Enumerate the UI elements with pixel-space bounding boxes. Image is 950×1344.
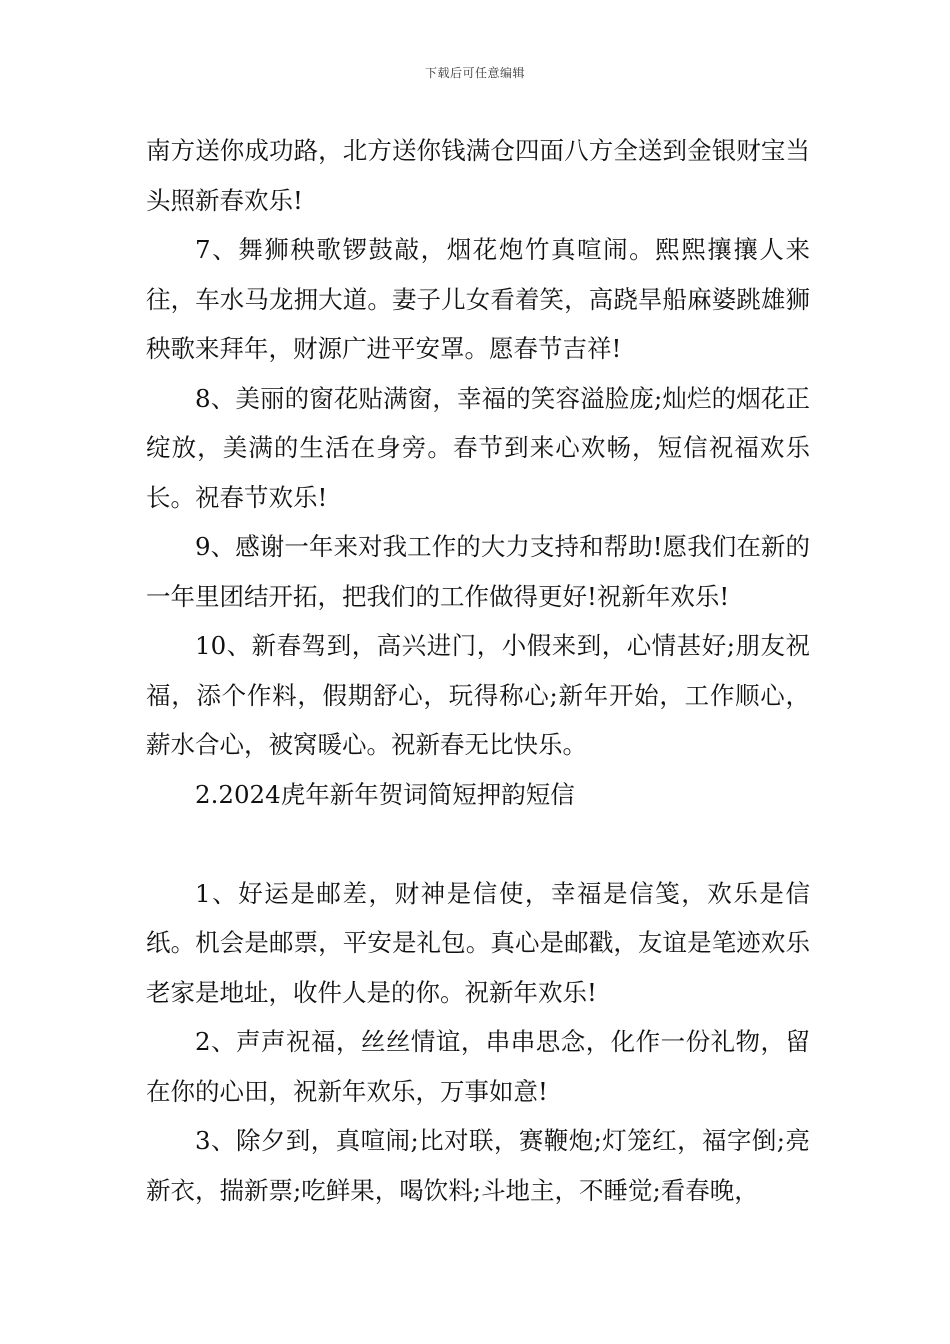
paragraph-9: 9、感谢一年来对我工作的大力支持和帮助!愿我们在新的一年里团结开拓，把我们的工作做得更好!祝新年欢乐! bbox=[146, 532, 810, 611]
document-body bbox=[146, 126, 810, 1215]
paragraph-8: 8、美丽的窗花贴满窗，幸福的笑容溢脸庞;灿烂的烟花正绽放，美满的生活在身旁。春节到来心欢畅，短信祝福欢乐长。祝春节欢乐! bbox=[146, 383, 810, 512]
paragraph-7: 7、舞狮秧歌锣鼓敲，烟花炮竹真喧闹。熙熙攘攘人来往，车水马龙拥大道。妻子儿女看着笑，高跷旱船麻婆跳雄狮秧歌来拜年，财源广进平安罩。愿春节吉祥! bbox=[146, 235, 810, 363]
blank-line bbox=[146, 819, 810, 869]
paragraph-3: 3、除夕到，真喧闹;比对联，赛鞭炮;灯笼红，福字倒;亮新衣，揣新票;吃鲜果，喝饮料;斗地主，不睡觉;看春晚， bbox=[146, 1126, 810, 1205]
paragraph-continuation: 南方送你成功路，北方送你钱满仓四面八方全送到金银财宝当头照新春欢乐! bbox=[146, 136, 810, 215]
paragraph-10: 10、新春驾到，高兴进门，小假来到，心情甚好;朋友祝福，添个作料，假期舒心，玩得称心;新年开始，工作顺心，薪水合心，被窝暖心。祝新春无比快乐。 bbox=[146, 631, 810, 759]
page-header: 下载后可任意编辑 bbox=[424, 66, 525, 80]
section-heading: 2.2024虎年新年贺词简短押韵短信 bbox=[195, 779, 575, 809]
paragraph-1: 1、好运是邮差，财神是信使，幸福是信笺，欢乐是信纸。机会是邮票，平安是礼包。真心是邮戳，友谊是笔迹欢乐老家是地址，收件人是的你。祝新年欢乐! bbox=[146, 878, 810, 1007]
paragraph-2: 2、声声祝福，丝丝情谊，串串思念，化作一份礼物，留在你的心田，祝新年欢乐，万事如意! bbox=[146, 1027, 810, 1106]
